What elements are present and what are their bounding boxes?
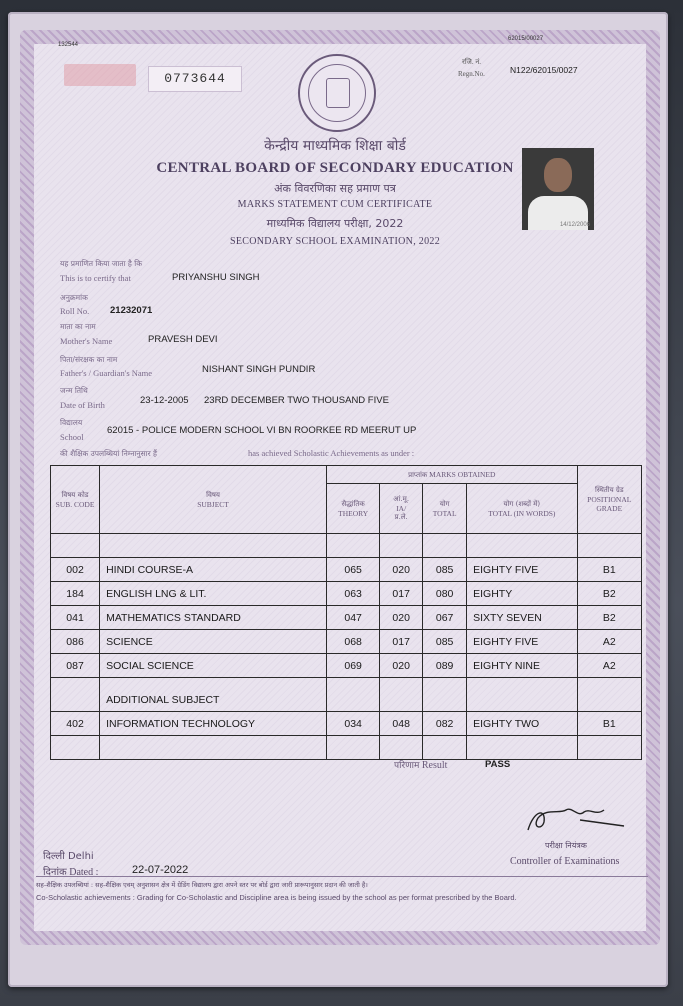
certify-label: This is to certify that [60,273,131,283]
cell-theory: 069 [327,654,380,678]
father-label: Father's / Guardian's Name [60,368,153,378]
cell-code: 086 [51,630,100,654]
table-row [51,630,642,654]
cell-code: 184 [51,582,100,606]
cell-theory: 063 [327,582,380,606]
header-total: योग TOTAL [423,484,467,534]
result-value: PASS [485,759,511,770]
top-left-serial: 132544 [58,42,79,48]
signature-icon [520,800,630,840]
controller-label: Controller of Examinations [510,856,620,867]
cell-grade: A2 [577,654,641,678]
father-name: NISHANT SINGH PUNDIR [202,364,316,375]
cell-code: 041 [51,606,100,630]
cell-subject: HINDI COURSE-A [100,558,327,582]
cell-total: 085 [423,558,467,582]
dated-label: दिनांक Dated : [43,867,99,878]
dob-words: 23RD DECEMBER TWO THOUSAND FIVE [204,395,389,406]
cell-code: 002 [51,558,100,582]
cell-total: 082 [423,712,467,736]
cell-ia: 017 [380,630,423,654]
cell-subject: ENGLISH LNG & LIT. [100,582,327,606]
school-name: 62015 - POLICE MODERN SCHOOL VI BN ROORKEE RD MEERUT UP [107,425,417,436]
school-label: School [60,432,84,442]
cell-grade: B2 [577,582,641,606]
school-label-hindi: विद्यालय [60,418,83,427]
achieved-label: has achieved Scholastic Achievements as under : [248,448,415,458]
cell-grade: B1 [577,558,641,582]
photo-date: 14/12/2006 [559,222,590,228]
table-row [51,606,642,630]
cell-code: 087 [51,654,100,678]
cell-ia: 020 [380,558,423,582]
cell-total: 085 [423,630,467,654]
cbse-seal-icon [298,54,376,132]
table-row [51,654,642,678]
dob-label-hindi: जन्म तिथि [60,386,88,395]
mother-name: PRAVESH DEVI [148,334,218,345]
coscholastic-note-hindi: सह-शैक्षिक उपलब्धियां : सह-शैक्षिक एवम् अनुशासन क्षेत्र में ग्रेडिंग विद्यालय द्वारा अपने स्तर पर बोर्ड द्वारा जारी प्रारूपानुसार प्रदान की जाती है। [36,881,368,889]
cell-total: 067 [423,606,467,630]
marks-table [50,465,642,760]
cell-subject: INFORMATION TECHNOLOGY [100,712,327,736]
certify-label-hindi: यह प्रमाणित किया जाता है कि [60,259,142,268]
cell-theory: 068 [327,630,380,654]
result-label: परिणाम Result [394,760,448,771]
cell-grade: A2 [577,630,641,654]
cell-grade: B2 [577,606,641,630]
cell-theory: 034 [327,712,380,736]
cell-ia: 020 [380,606,423,630]
cell-words: EIGHTY FIVE [467,558,577,582]
coscholastic-note: Co-Scholastic achievements : Grading for Co-Scholastic and Discipline area is being issued by the school as per format prescribed by the Board. [36,893,517,902]
cell-code: 402 [51,712,100,736]
regn-label: Regn.No. [458,70,485,78]
cell-subject: SOCIAL SCIENCE [100,654,327,678]
cell-words: SIXTY SEVEN [467,606,577,630]
header-marks-obtained: प्राप्तांक MARKS OBTAINED [327,466,577,484]
certificate-number: 0773644 [148,66,242,92]
security-stamp [64,64,136,86]
statement-title-hindi: अंक विवरणिका सह प्रमाण पत्र [274,182,396,195]
header-total-words: योग (शब्दों में) TOTAL (IN WORDS) [467,484,577,534]
cell-ia: 048 [380,712,423,736]
cell-words: EIGHTY NINE [467,654,577,678]
father-label-hindi: पिता/संरक्षक का नाम [60,355,118,364]
dated-value: 22-07-2022 [132,864,189,876]
header-code: विषय कोड SUB. CODE [51,466,100,534]
controller-label-hindi: परीक्षा नियंत्रक [545,841,587,850]
dob-label: Date of Birth [60,400,105,410]
regn-label-hindi: रजि. नं. [462,58,482,66]
cell-theory: 047 [327,606,380,630]
student-name: PRIYANSHU SINGH [172,272,260,283]
exam-title-hindi: माध्यमिक विद्यालय परीक्षा, 2022 [266,217,404,230]
regn-number: N122/62015/0027 [510,65,578,75]
place: दिल्ली Delhi [43,851,94,862]
cell-grade: B1 [577,712,641,736]
exam-title: SECONDARY SCHOOL EXAMINATION, 2022 [229,236,441,247]
header-grade: स्थितीय ग्रेड POSITIONAL GRADE [577,466,641,534]
statement-title: MARKS STATEMENT CUM CERTIFICATE [237,199,433,210]
top-right-serial: 62015/00027 [508,36,544,42]
cell-words: EIGHTY FIVE [467,630,577,654]
additional-subject-label: ADDITIONAL SUBJECT [100,678,327,712]
roll-label-hindi: अनुक्रमांक [60,293,88,302]
header-subject: विषय SUBJECT [100,466,327,534]
cell-ia: 017 [380,582,423,606]
header-theory: सैद्धांतिक THEORY [327,484,380,534]
roll-label: Roll No. [60,306,90,316]
cell-words: EIGHTY [467,582,577,606]
cell-ia: 020 [380,654,423,678]
dob-value: 23-12-2005 [140,395,189,406]
cell-subject: SCIENCE [100,630,327,654]
footer-divider [36,876,648,877]
cell-total: 089 [423,654,467,678]
header-ia: आं.मू. IA/ प्र.ले. [380,484,423,534]
achieved-label-hindi: की शैक्षिक उपलब्धियां निम्नानुसार हैं [60,449,158,458]
cell-total: 080 [423,582,467,606]
mother-label-hindi: माता का नाम [60,322,96,331]
cell-theory: 065 [327,558,380,582]
roll-number: 21232071 [110,305,153,316]
cell-words: EIGHTY TWO [467,712,577,736]
cell-subject: MATHEMATICS STANDARD [100,606,327,630]
student-photo [522,148,594,230]
table-row [51,558,642,582]
board-name: CENTRAL BOARD OF SECONDARY EDUCATION [156,160,514,176]
table-row-additional [51,712,642,736]
mother-label: Mother's Name [60,336,113,346]
table-row [51,582,642,606]
board-name-hindi: केन्द्रीय माध्यमिक शिक्षा बोर्ड [264,138,406,154]
